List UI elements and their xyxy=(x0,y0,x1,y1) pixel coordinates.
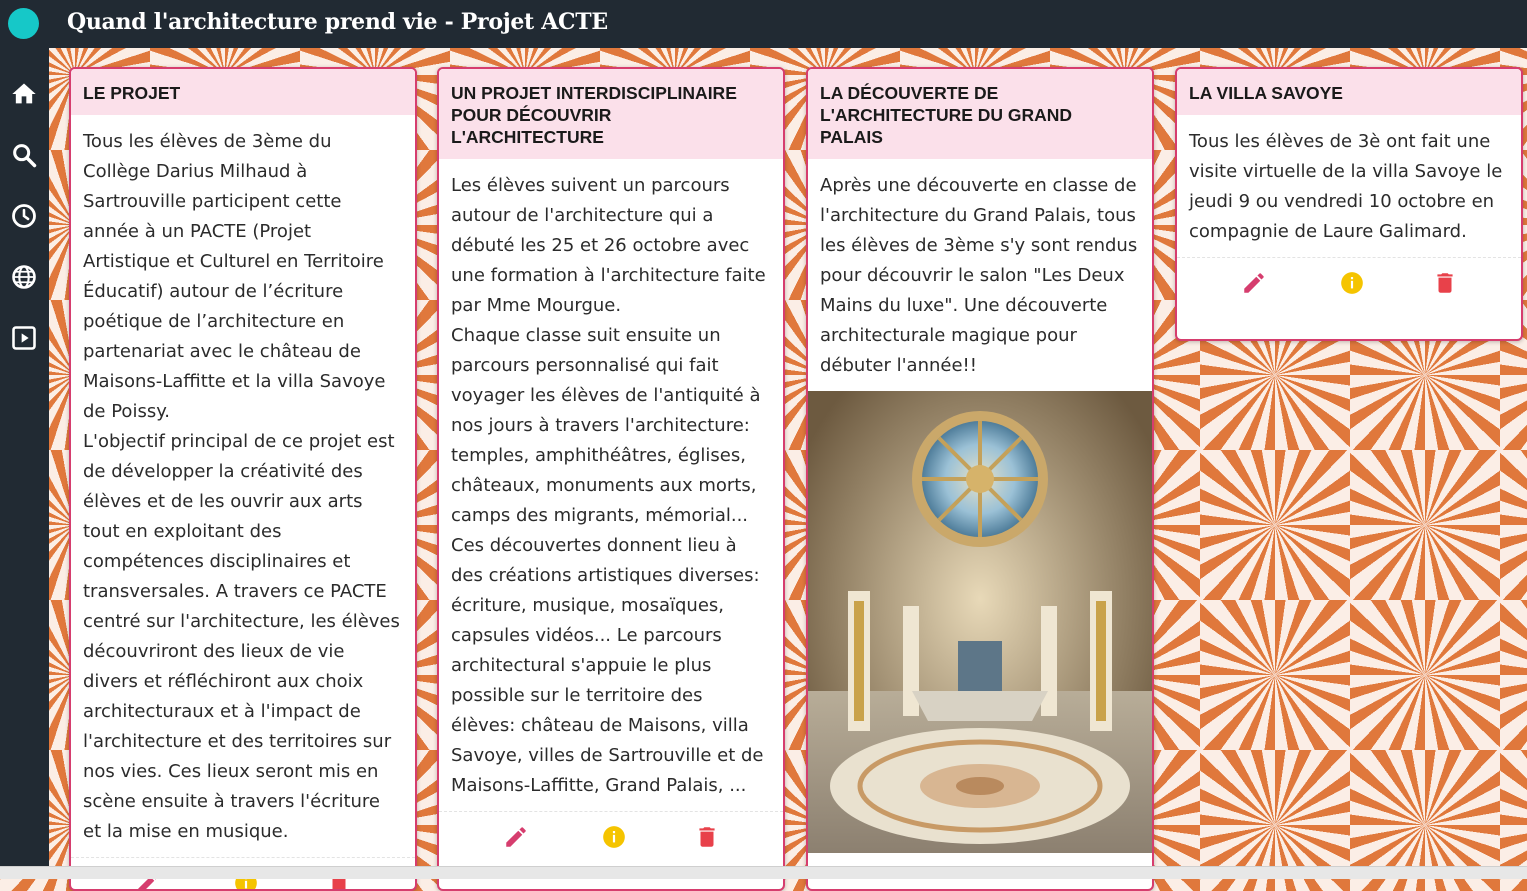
sidebar xyxy=(0,48,49,878)
post-body: Les élèves suivent un parcours autour de l'architecture qui a débuté les 25 et 26 octobre avec une formation à l'architecture faite par Mme Mourgue. Chaque classe suit ensuite un parcours personnalisé qui fait voyager les élèves de l'antiquité à nos jours à travers l'architecture: temples, amphithéâtres, églises, châteaux, monuments aux morts, camps des migrants, mémorial... Ces découvertes donnent lieu à des créations artistiques diverses: écriture, musique, mosaïques, capsules vidéos... Le parcours architectural s'appuie le plus possible sur le territoire des élèves: château de Maisons, villa Savoye, villes de Sartrouville et de Maisons-Laffitte, Grand Palais, ... xyxy=(451,175,766,796)
post-body: Après une découverte en classe de l'architecture du Grand Palais, tous les élèves de 3ème s'y sont rendus pour découvrir le salon "Les Deux Mains du luxe". Une découverte architecturale magique pour débuter l'année!! xyxy=(820,175,1138,376)
globe-icon[interactable] xyxy=(10,263,38,291)
post-actions xyxy=(1177,257,1521,306)
post-card[interactable] xyxy=(806,67,1154,891)
info-icon[interactable] xyxy=(601,824,627,850)
top-bar xyxy=(0,0,1527,48)
history-icon[interactable] xyxy=(10,202,38,230)
search-icon[interactable] xyxy=(10,141,38,169)
post-title: UN PROJET INTERDISCIPLINAIRE POUR DÉCOUVRIR L'ARCHITECTURE xyxy=(439,69,783,159)
post-title: LE PROJET xyxy=(71,69,415,115)
trash-icon[interactable] xyxy=(1432,270,1458,296)
post-body: Tous les élèves de 3ème du Collège Darius Milhaud à Sartrouville participent cette année à un PACTE (Projet Artistique et Culturel en Territoire Éducatif) autour de l’écriture poétique de l’architecture en partenariat avec le château de Maisons-Laffitte et la villa Savoye de Poissy. L'objectif principal de ce projet est de développer la créativité des élèves et de les ouvrir aux arts tout en exploitant des compétences disciplinaires et transversales. A travers ce PACTE centré sur l'architecture, les élèves découvriront des lieux de vie divers et réfléchiront aux choix architecturaux et à l'impact de l'architecture et des territoires sur nos vies. Ces lieux seront mis en scène ensuite à travers l'écriture et la mise en musique. xyxy=(83,131,400,842)
post-actions xyxy=(439,811,783,860)
post-title: LA VILLA SAVOYE xyxy=(1177,69,1521,115)
post-card[interactable] xyxy=(1175,67,1523,341)
post-card[interactable] xyxy=(69,67,417,891)
slideshow-icon[interactable] xyxy=(10,324,38,352)
horizontal-scrollbar[interactable] xyxy=(0,866,1527,879)
home-icon[interactable] xyxy=(10,80,38,108)
info-icon[interactable] xyxy=(1339,270,1365,296)
grand-palais-photo[interactable] xyxy=(808,391,1152,857)
pencil-icon[interactable] xyxy=(1241,270,1267,296)
post-body: Tous les élèves de 3è ont fait une visite virtuelle de la villa Savoye le jeudi 9 ou vendredi 10 octobre en compagnie de Laure Galimard. xyxy=(1189,131,1503,242)
app-logo[interactable] xyxy=(8,8,39,39)
page-title: Quand l'architecture prend vie - Projet ACTE xyxy=(67,9,608,35)
pencil-icon[interactable] xyxy=(503,824,529,850)
post-title: LA DÉCOUVERTE DE L'ARCHITECTURE DU GRAND PALAIS xyxy=(808,69,1152,159)
post-card[interactable] xyxy=(437,67,785,891)
trash-icon[interactable] xyxy=(694,824,720,850)
